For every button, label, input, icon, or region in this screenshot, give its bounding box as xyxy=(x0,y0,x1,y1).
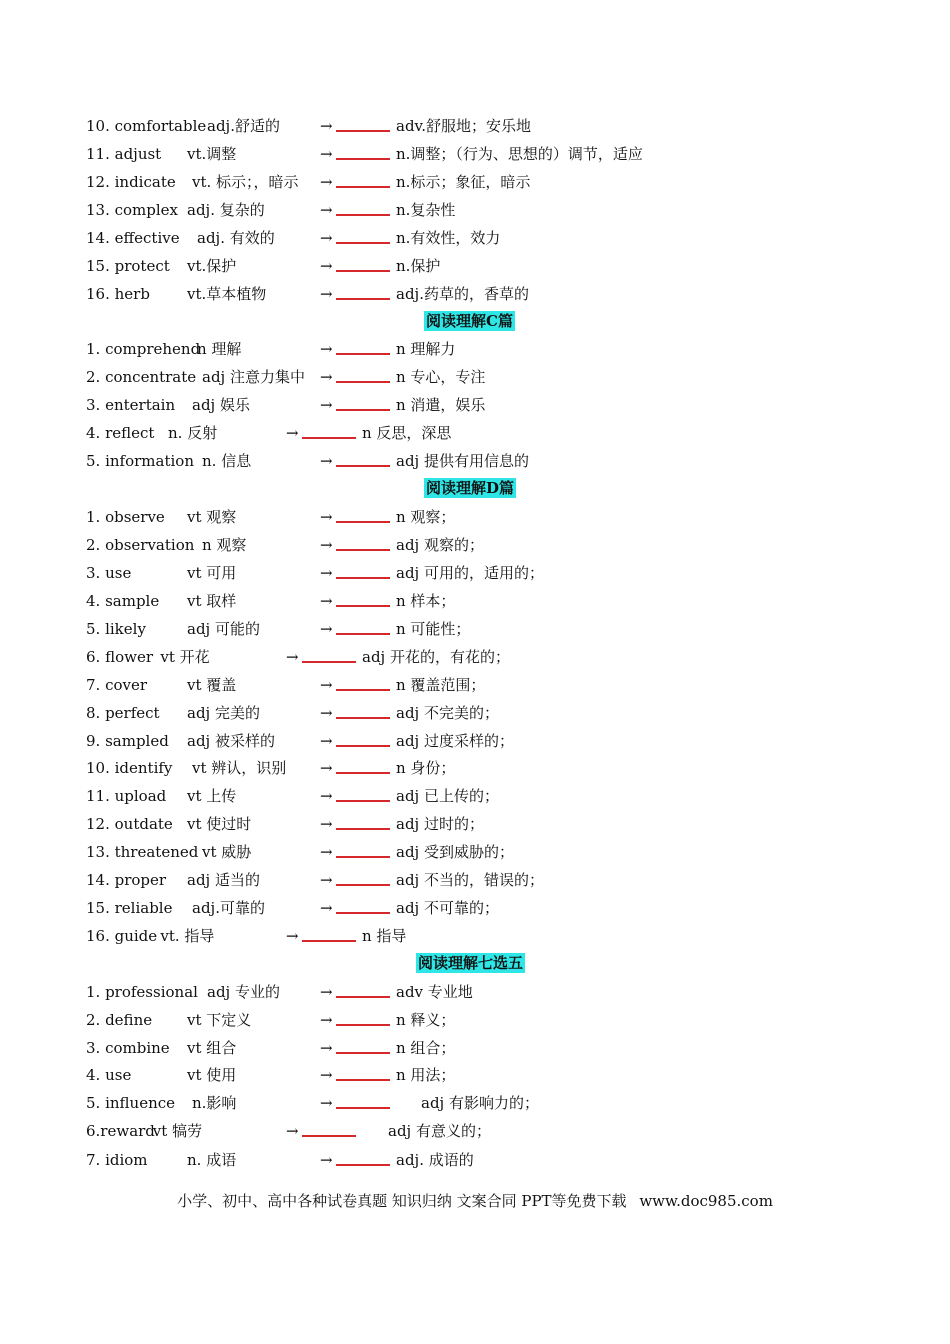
vocab-meaning: vt 使用 xyxy=(187,1066,237,1084)
vocab-answer: adj 提供有用信息的 xyxy=(396,452,529,470)
arrow-icon: → xyxy=(320,1066,333,1084)
answer-blank[interactable] xyxy=(336,785,390,802)
vocab-answer: n 用法； xyxy=(396,1066,456,1084)
vocab-word: 8. perfect xyxy=(86,704,160,722)
vocab-word: 15. protect xyxy=(86,257,170,275)
vocab-row xyxy=(86,897,886,919)
vocab-word: 4. use xyxy=(86,1066,132,1084)
vocab-answer: adj 可用的，适用的； xyxy=(396,564,544,582)
vocab-row xyxy=(86,813,886,835)
arrow-icon: → xyxy=(320,759,333,777)
section-heading: 阅读理解七选五 xyxy=(418,954,524,972)
arrow-icon: → xyxy=(320,173,333,191)
vocab-meaning: vt. 标示；，暗示 xyxy=(192,173,299,191)
vocab-meaning: n.影响 xyxy=(192,1094,237,1112)
vocab-row xyxy=(86,255,886,277)
vocab-row xyxy=(86,702,886,724)
vocab-word: 15. reliable xyxy=(86,899,173,917)
vocab-row xyxy=(86,618,886,640)
answer-blank[interactable] xyxy=(336,618,390,635)
vocab-answer: n.有效性，效力 xyxy=(396,229,501,247)
arrow-icon: → xyxy=(320,396,333,414)
vocab-row xyxy=(86,646,886,668)
vocab-answer: adj 受到威胁的； xyxy=(396,843,514,861)
vocab-row xyxy=(86,1149,886,1171)
vocab-row xyxy=(86,227,886,249)
vocab-answer: adj 过度采样的； xyxy=(396,732,514,750)
vocab-meaning: vt.调整 xyxy=(187,145,237,163)
arrow-icon: → xyxy=(320,536,333,554)
vocab-answer: adj 观察的； xyxy=(396,536,484,554)
vocab-word: 14. effective xyxy=(86,229,180,247)
answer-blank[interactable] xyxy=(336,227,390,244)
vocab-answer: adj 不完美的； xyxy=(396,704,499,722)
arrow-icon: → xyxy=(320,117,333,135)
vocab-answer: adj 过时的； xyxy=(396,815,484,833)
vocab-word: 11. adjust xyxy=(86,145,162,163)
vocab-meaning: adj.可靠的 xyxy=(192,899,265,917)
vocab-word: 14. proper xyxy=(86,871,167,889)
answer-blank[interactable] xyxy=(336,1064,390,1081)
answer-blank[interactable] xyxy=(336,1009,390,1026)
vocab-meaning: vt 犒劳 xyxy=(152,1122,203,1140)
answer-blank[interactable] xyxy=(336,255,390,272)
vocab-row xyxy=(86,562,886,584)
vocab-meaning: vt 下定义 xyxy=(187,1011,252,1029)
page-footer xyxy=(0,1191,950,1211)
vocab-word: 12. indicate xyxy=(86,173,176,191)
vocab-row xyxy=(86,757,886,779)
section-heading: 阅读理解D篇 xyxy=(426,479,515,497)
vocab-row xyxy=(86,674,886,696)
vocab-answer: n 指导 xyxy=(362,927,407,945)
vocab-answer: n 可能性； xyxy=(396,620,471,638)
answer-blank[interactable] xyxy=(336,813,390,830)
answer-blank[interactable] xyxy=(336,1037,390,1054)
answer-blank[interactable] xyxy=(336,1092,390,1109)
vocab-answer: adv.舒服地；安乐地 xyxy=(396,117,532,135)
answer-blank[interactable] xyxy=(336,757,390,774)
answer-blank[interactable] xyxy=(336,562,390,579)
vocab-meaning: adj 被采样的 xyxy=(187,732,275,750)
answer-blank[interactable] xyxy=(336,674,390,691)
vocab-word: 16. guide xyxy=(86,927,158,945)
arrow-icon: → xyxy=(320,1039,333,1057)
vocab-meaning: adj. 有效的 xyxy=(197,229,275,247)
answer-blank[interactable] xyxy=(302,422,356,439)
vocab-answer: adj 有意义的； xyxy=(388,1122,491,1140)
vocab-meaning: n 理解 xyxy=(197,340,242,358)
vocab-row xyxy=(86,338,886,360)
arrow-icon: → xyxy=(320,257,333,275)
vocab-answer: adj.药草的，香草的 xyxy=(396,285,529,303)
answer-blank[interactable] xyxy=(336,450,390,467)
arrow-icon: → xyxy=(286,424,299,442)
vocab-meaning: vt 上传 xyxy=(187,787,237,805)
arrow-icon: → xyxy=(320,145,333,163)
vocab-row xyxy=(86,1009,886,1031)
arrow-icon: → xyxy=(320,620,333,638)
vocab-meaning: adj 完美的 xyxy=(187,704,260,722)
answer-blank[interactable] xyxy=(336,143,390,160)
arrow-icon: → xyxy=(320,592,333,610)
vocab-meaning: vt 辨认，识别 xyxy=(192,759,287,777)
vocab-answer: n 观察； xyxy=(396,508,456,526)
arrow-icon: → xyxy=(320,787,333,805)
answer-blank[interactable] xyxy=(302,925,356,942)
vocab-answer: n.标示；象征，暗示 xyxy=(396,173,531,191)
arrow-icon: → xyxy=(320,732,333,750)
arrow-icon: → xyxy=(320,843,333,861)
vocab-word: 1. comprehend xyxy=(86,340,201,358)
vocab-word: 4. sample xyxy=(86,592,160,610)
answer-blank[interactable] xyxy=(336,506,390,523)
vocab-word: 6.reward xyxy=(86,1122,155,1140)
arrow-icon: → xyxy=(320,229,333,247)
arrow-icon: → xyxy=(320,564,333,582)
arrow-icon: → xyxy=(320,983,333,1001)
vocab-row xyxy=(86,506,886,528)
answer-blank[interactable] xyxy=(336,171,390,188)
vocab-word: 7. cover xyxy=(86,676,148,694)
answer-blank[interactable] xyxy=(336,338,390,355)
vocab-answer: n 释义； xyxy=(396,1011,456,1029)
vocab-meaning: adj. 复杂的 xyxy=(187,201,265,219)
vocab-row xyxy=(86,869,886,891)
vocab-answer: adj. 成语的 xyxy=(396,1151,474,1169)
vocab-word: 2. define xyxy=(86,1011,153,1029)
arrow-icon: → xyxy=(286,1122,299,1140)
vocab-meaning: adj 娱乐 xyxy=(192,396,250,414)
vocab-row xyxy=(86,590,886,612)
vocab-meaning: vt.草本植物 xyxy=(187,285,267,303)
vocab-meaning: vt 观察 xyxy=(187,508,237,526)
arrow-icon: → xyxy=(320,368,333,386)
vocab-meaning: vt 覆盖 xyxy=(187,676,237,694)
arrow-icon: → xyxy=(320,899,333,917)
vocab-row xyxy=(86,925,886,947)
vocab-meaning: n 观察 xyxy=(202,536,247,554)
arrow-icon: → xyxy=(320,676,333,694)
vocab-answer: adj 有影响力的； xyxy=(421,1094,539,1112)
arrow-icon: → xyxy=(320,704,333,722)
vocab-word: 9. sampled xyxy=(86,732,169,750)
arrow-icon: → xyxy=(320,871,333,889)
answer-blank[interactable] xyxy=(336,897,390,914)
arrow-icon: → xyxy=(286,648,299,666)
vocab-answer: adj 已上传的； xyxy=(396,787,499,805)
vocab-row xyxy=(86,143,886,165)
vocab-answer: n 样本； xyxy=(396,592,456,610)
vocab-meaning: vt 开花 xyxy=(160,648,210,666)
arrow-icon: → xyxy=(320,201,333,219)
vocab-meaning: vt 使过时 xyxy=(187,815,252,833)
vocab-answer: adv 专业地 xyxy=(396,983,473,1001)
vocab-word: 10. identify xyxy=(86,759,173,777)
vocab-word: 3. combine xyxy=(86,1039,170,1057)
footer-url: www.doc985.com xyxy=(639,1192,773,1210)
vocab-word: 13. threatened xyxy=(86,843,199,861)
vocab-row xyxy=(86,450,886,472)
arrow-icon: → xyxy=(286,927,299,945)
answer-blank[interactable] xyxy=(336,199,390,216)
vocab-meaning: adj 专业的 xyxy=(207,983,280,1001)
vocab-word: 10. comfortable xyxy=(86,117,207,135)
vocab-meaning: adj.舒适的 xyxy=(207,117,280,135)
vocab-meaning: adj 注意力集中 xyxy=(202,368,305,386)
vocab-row xyxy=(86,171,886,193)
arrow-icon: → xyxy=(320,285,333,303)
vocab-answer: n 消遣，娱乐 xyxy=(396,396,486,414)
answer-blank[interactable] xyxy=(302,646,356,663)
arrow-icon: → xyxy=(320,508,333,526)
vocab-answer: n.调整；（行为、思想的）调节，适应 xyxy=(396,145,643,163)
vocab-meaning: vt.保护 xyxy=(187,257,237,275)
footer-text: 小学、初中、高中各种试卷真题 知识归纳 文案合同 PPT等免费下载 xyxy=(177,1192,627,1210)
vocab-row xyxy=(86,366,886,388)
vocab-row xyxy=(86,422,886,444)
answer-blank[interactable] xyxy=(336,366,390,383)
vocab-meaning: vt. 指导 xyxy=(160,927,215,945)
vocab-word: 13. complex xyxy=(86,201,179,219)
answer-blank[interactable] xyxy=(336,730,390,747)
vocab-answer: n.复杂性 xyxy=(396,201,456,219)
answer-blank[interactable] xyxy=(336,981,390,998)
answer-blank[interactable] xyxy=(336,283,390,300)
arrow-icon: → xyxy=(320,452,333,470)
vocab-row xyxy=(86,1092,886,1114)
vocab-row xyxy=(86,534,886,556)
vocab-word: 3. use xyxy=(86,564,132,582)
vocab-meaning: vt 威胁 xyxy=(202,843,252,861)
vocab-word: 5. likely xyxy=(86,620,146,638)
arrow-icon: → xyxy=(320,1151,333,1169)
answer-blank[interactable] xyxy=(336,869,390,886)
vocab-answer: n 理解力 xyxy=(396,340,456,358)
vocab-word: 11. upload xyxy=(86,787,167,805)
arrow-icon: → xyxy=(320,1094,333,1112)
vocab-row xyxy=(86,730,886,752)
vocab-answer: adj 开花的，有花的； xyxy=(362,648,510,666)
vocab-word: 4. reflect xyxy=(86,424,155,442)
vocab-answer: n.保护 xyxy=(396,257,441,275)
vocab-row xyxy=(86,199,886,221)
arrow-icon: → xyxy=(320,340,333,358)
vocab-row xyxy=(86,1064,886,1086)
vocab-word: 5. information xyxy=(86,452,194,470)
vocab-word: 6. flower xyxy=(86,648,154,666)
answer-blank[interactable] xyxy=(336,1149,390,1166)
vocab-meaning: n. 信息 xyxy=(202,452,252,470)
vocab-row xyxy=(86,1037,886,1059)
answer-blank[interactable] xyxy=(336,702,390,719)
vocab-meaning: vt 组合 xyxy=(187,1039,237,1057)
answer-blank[interactable] xyxy=(336,841,390,858)
vocab-word: 7. idiom xyxy=(86,1151,148,1169)
vocab-word: 1. professional xyxy=(86,983,198,1001)
vocab-answer: adj 不当的，错误的； xyxy=(396,871,544,889)
vocab-row xyxy=(86,981,886,1003)
answer-blank[interactable] xyxy=(302,1120,356,1137)
vocab-row xyxy=(86,394,886,416)
vocab-row xyxy=(86,841,886,863)
vocab-answer: n 专心，专注 xyxy=(396,368,486,386)
arrow-icon: → xyxy=(320,815,333,833)
vocab-answer: adj 不可靠的； xyxy=(396,899,499,917)
vocab-answer: n 反思，深思 xyxy=(362,424,452,442)
vocab-word: 2. concentrate xyxy=(86,368,197,386)
vocab-answer: n 身份； xyxy=(396,759,456,777)
vocab-meaning: vt 取样 xyxy=(187,592,237,610)
vocab-word: 2. observation xyxy=(86,536,195,554)
vocab-meaning: n. 反射 xyxy=(168,424,218,442)
vocab-answer: n 覆盖范围； xyxy=(396,676,486,694)
arrow-icon: → xyxy=(320,1011,333,1029)
answer-blank[interactable] xyxy=(336,534,390,551)
vocab-meaning: n. 成语 xyxy=(187,1151,237,1169)
section-heading: 阅读理解C篇 xyxy=(426,312,513,330)
vocab-row xyxy=(86,283,886,305)
vocab-meaning: adj 可能的 xyxy=(187,620,260,638)
answer-blank[interactable] xyxy=(336,115,390,132)
vocab-meaning: vt 可用 xyxy=(187,564,237,582)
answer-blank[interactable] xyxy=(336,394,390,411)
vocab-word: 16. herb xyxy=(86,285,150,303)
vocab-word: 1. observe xyxy=(86,508,165,526)
vocab-answer: n 组合； xyxy=(396,1039,456,1057)
vocab-row xyxy=(86,785,886,807)
vocab-word: 5. influence xyxy=(86,1094,176,1112)
vocab-word: 12. outdate xyxy=(86,815,173,833)
vocab-row xyxy=(86,1120,886,1142)
vocab-row xyxy=(86,115,886,137)
vocab-meaning: adj 适当的 xyxy=(187,871,260,889)
vocab-word: 3. entertain xyxy=(86,396,176,414)
answer-blank[interactable] xyxy=(336,590,390,607)
